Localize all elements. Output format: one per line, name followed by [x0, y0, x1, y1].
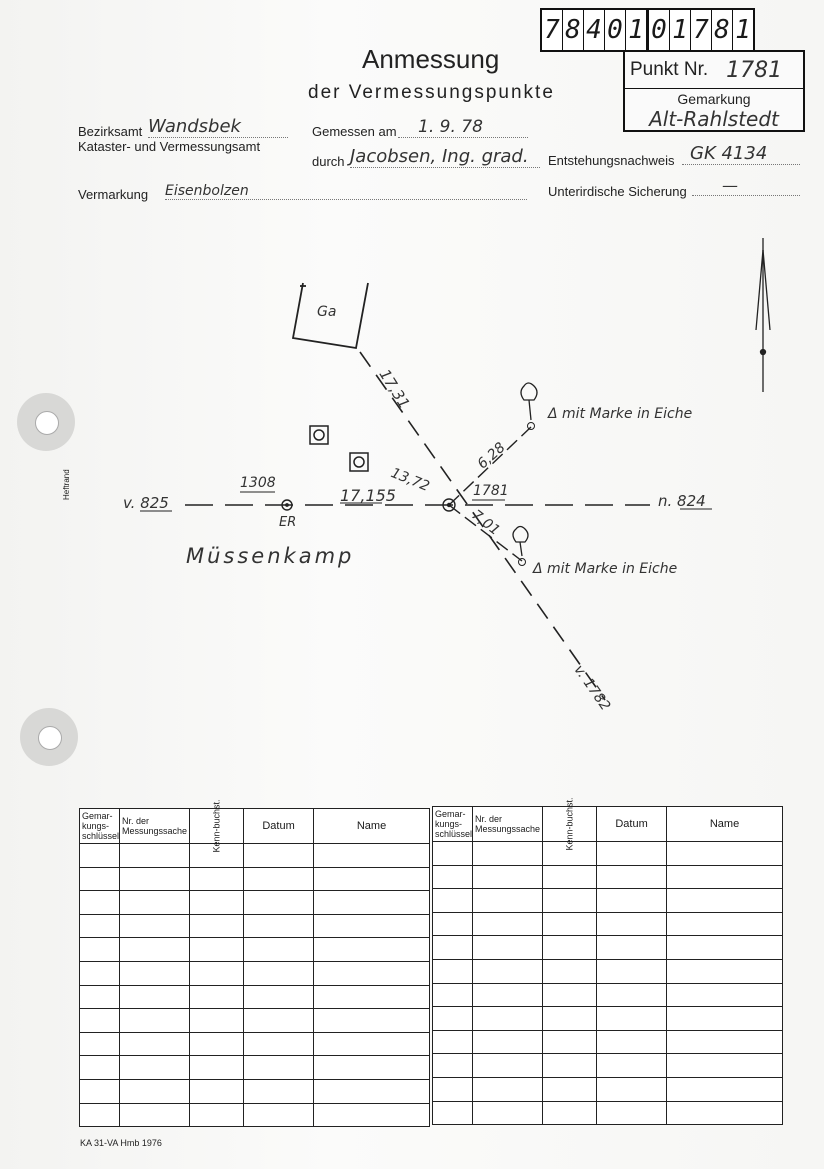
er-label: ER — [279, 515, 297, 530]
col-header-messungssache: Nr. der Messungssache — [473, 807, 543, 842]
table-row — [80, 938, 430, 962]
sicherung-label: Unterirdische Sicherung — [548, 184, 687, 199]
point-1308-label: 1308 — [240, 475, 276, 491]
col-header-messungssache: Nr. der Messungssache — [120, 809, 190, 844]
col-header-name: Name — [667, 807, 783, 842]
table-row — [433, 1030, 783, 1054]
table-row — [80, 1103, 430, 1127]
col-header-schluessel: Gemar-kungs-schlüssel — [433, 807, 473, 842]
table-row — [80, 961, 430, 985]
sicherung-value: — — [692, 176, 800, 196]
distance-7-01: 7,01 — [468, 507, 503, 539]
id-digit: 7 — [691, 10, 712, 50]
col-header-schluessel: Gemar-kungs-schlüssel — [80, 809, 120, 844]
table-row — [80, 985, 430, 1009]
tree-mark-note-1: Δ mit Marke in Eiche — [548, 406, 693, 422]
record-table-right — [432, 797, 783, 1125]
table-row — [433, 889, 783, 913]
table-row — [80, 1056, 430, 1080]
id-digit: 0 — [649, 10, 670, 50]
table-row — [80, 1032, 430, 1056]
punkt-label: Punkt Nr. — [630, 59, 709, 80]
form-number: KA 31-VA Hmb 1976 — [80, 1138, 162, 1148]
gemessen-value: 1. 9. 78 — [398, 117, 528, 138]
table-row — [433, 842, 783, 866]
id-digit: 7 — [542, 10, 563, 50]
durch-label: durch — [312, 154, 345, 169]
table-row — [433, 983, 783, 1007]
table-row — [433, 865, 783, 889]
durch-value: Jacobsen, Ing. grad. — [350, 146, 540, 168]
id-digit: 8 — [712, 10, 733, 50]
table-row — [433, 1054, 783, 1078]
col-header-datum: Datum — [597, 807, 667, 842]
table-row — [80, 844, 430, 868]
distance-17-31: 17,31 — [375, 366, 414, 412]
table-row — [433, 1101, 783, 1125]
bezirksamt-value: Wandsbek — [148, 116, 288, 138]
n824-label: n. 824 — [658, 492, 706, 510]
punkt-value: 1781 — [726, 57, 783, 83]
table-row — [433, 912, 783, 936]
id-digit: 1 — [735, 15, 751, 45]
table-row — [80, 914, 430, 938]
table-row — [80, 891, 430, 915]
table-row — [80, 1079, 430, 1103]
id-digit: 1 — [670, 10, 691, 50]
garage-label: Ga — [317, 304, 337, 320]
gemarkung-value: Alt-Rahlstedt — [649, 107, 779, 131]
table-row — [80, 1009, 430, 1033]
nachweis-value: GK 4134 — [682, 143, 800, 165]
bezirksamt-label: Bezirksamt — [78, 124, 143, 139]
north-arrow-icon — [756, 238, 770, 392]
point-1781-label: 1781 — [473, 483, 509, 499]
record-table-left — [79, 799, 430, 1127]
nachweis-label: Entstehungsnachweis — [548, 153, 675, 168]
boundary-marker-icon — [310, 426, 328, 444]
tree-mark-point — [528, 423, 535, 430]
street-name: Müssenkamp — [186, 544, 355, 568]
table-row — [433, 1007, 783, 1031]
page-title: Anmessung — [362, 44, 500, 74]
vermarkung-value: Eisenbolzen — [165, 183, 527, 200]
v825-label: v. 825 — [123, 494, 169, 512]
tree-icon — [513, 527, 528, 557]
boundary-marker-icon — [350, 453, 368, 471]
col-header-kennbuchst: Kenn-buchst. — [190, 809, 244, 844]
page-subtitle: der Vermessungspunkte — [308, 82, 555, 103]
v1782-label: v. 1782 — [570, 662, 614, 714]
table-row — [80, 867, 430, 891]
tree-icon — [521, 383, 537, 420]
col-header-kennbuchst: Kenn-buchst. — [543, 807, 597, 842]
id-digit: 1 — [626, 10, 649, 50]
col-header-name: Name — [314, 809, 430, 844]
side-note: Heftrand — [62, 469, 71, 500]
col-header-datum: Datum — [244, 809, 314, 844]
gemessen-label: Gemessen am — [312, 124, 397, 139]
id-digit: 0 — [605, 10, 626, 50]
id-digit: 8 — [563, 10, 584, 50]
tree-mark-note-2: Δ mit Marke in Eiche — [533, 561, 678, 577]
vermarkung-label: Vermarkung — [78, 187, 149, 202]
table-row — [433, 959, 783, 983]
tree-mark-point — [519, 559, 526, 566]
gemarkung-label: Gemarkung — [677, 91, 751, 107]
distance-17-155: 17,155 — [340, 486, 396, 505]
amt-label: Kataster- und Vermessungsamt — [78, 139, 261, 154]
table-row — [433, 1077, 783, 1101]
id-digit: 4 — [584, 10, 605, 50]
table-row — [433, 936, 783, 960]
distance-13-72: 13,72 — [388, 465, 432, 495]
distance-6-28: 6,28 — [474, 439, 509, 473]
